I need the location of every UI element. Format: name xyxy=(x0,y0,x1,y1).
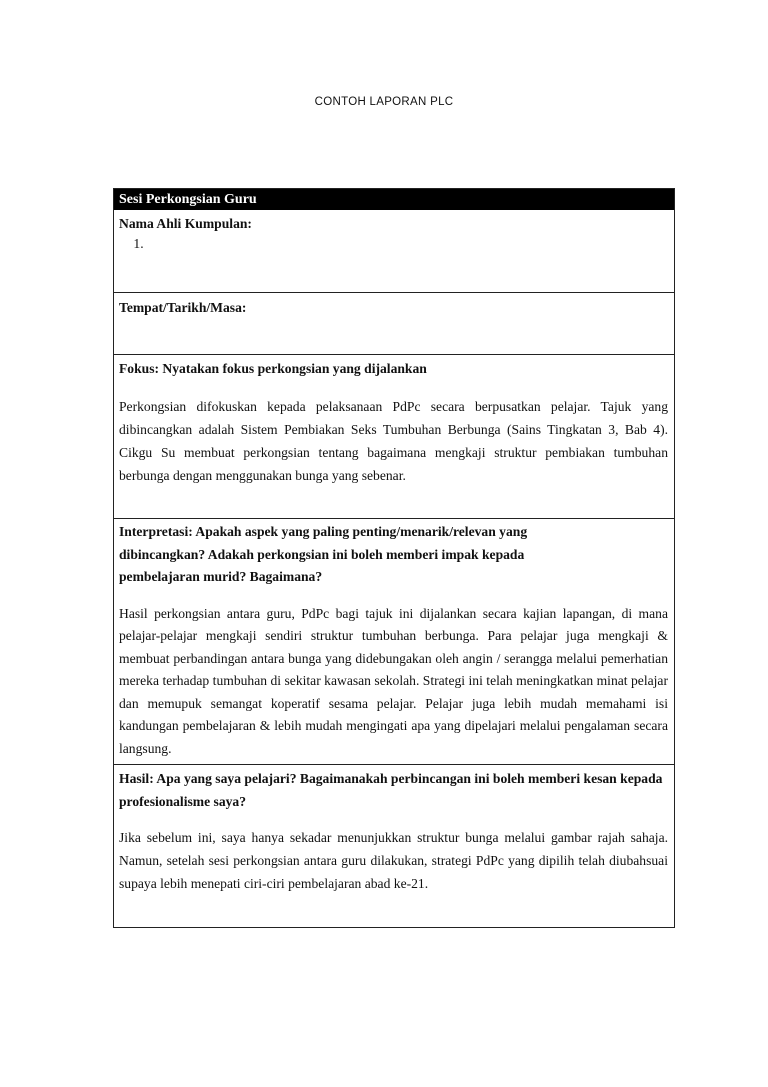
result-question: Hasil: Apa yang saya pelajari? Bagaimanakah perbincangan ini boleh memberi kesan kepada profesionalisme saya? xyxy=(119,771,663,809)
interpretation-answer: Hasil perkongsian antara guru, PdPc bagi tajuk ini dijalankan secara kajian lapangan, di mana pelajar-pelajar mengkaji sendiri struktur tumbuhan berbunga. Para pelajar juga mengkaji & membuat perbandingan antara bunga yang didebungakan oleh angin / serangga melalui pemerhatian mereka terhadap tumbuhan di sekitar kawasan sekolah. Strategi ini telah meningkatkan minat pelajar dan memupuk semangat koperatif sesama pelajar. Pelajar juga lebih mudah memahami isi kandungan pembelajaran & lebih mudah mengingati apa yang dipelajari melalui pengalaman secara langsung. xyxy=(119,605,668,757)
members-label: Nama Ahli Kumpulan: xyxy=(119,216,252,231)
member-item xyxy=(147,234,668,254)
form-header: Sesi Perkongsian Guru xyxy=(114,189,674,210)
focus-answer: Perkongsian difokuskan kepada pelaksanaan PdPc secara berpusatkan pelajar. Tajuk yang dibincangkan adalah Sistem Pembiakan Seks Tumbuhan Berbunga (Sains Tingkatan 3, Bab 4). Cikgu Su membuat perkongsian tentang bagaimana mengkaji struktur pembiakan tumbuhan berbunga dengan menggunakan bunga yang sebenar. xyxy=(119,399,668,483)
report-form xyxy=(113,188,675,928)
page-title: CONTOH LAPORAN PLC xyxy=(314,96,454,108)
result-answer: Jika sebelum ini, saya hanya sekadar menunjukkan struktur bunga melalui gambar rajah sahaja. Namun, setelah sesi perkongsian antara guru dilakukan, strategi PdPc yang dipilih telah diubahsuai supaya lebih menepati ciri-ciri pembelajaran abad ke-21. xyxy=(119,830,668,891)
venue-label: Tempat/Tarikh/Masa: xyxy=(119,300,247,315)
venue-section xyxy=(114,292,674,354)
members-section xyxy=(114,210,674,292)
interpretation-question: Interpretasi: Apakah aspek yang paling penting/menarik/relevan yang dibincangkan? Adakah perkongsian ini boleh memberi impak kepada pembelajaran murid? Bagaimana? xyxy=(119,524,528,584)
focus-question: Fokus: Nyatakan fokus perkongsian yang dijalankan xyxy=(119,361,427,376)
interpretation-section xyxy=(114,518,674,764)
members-list xyxy=(119,234,668,254)
focus-section xyxy=(114,354,674,518)
result-section xyxy=(114,764,674,928)
